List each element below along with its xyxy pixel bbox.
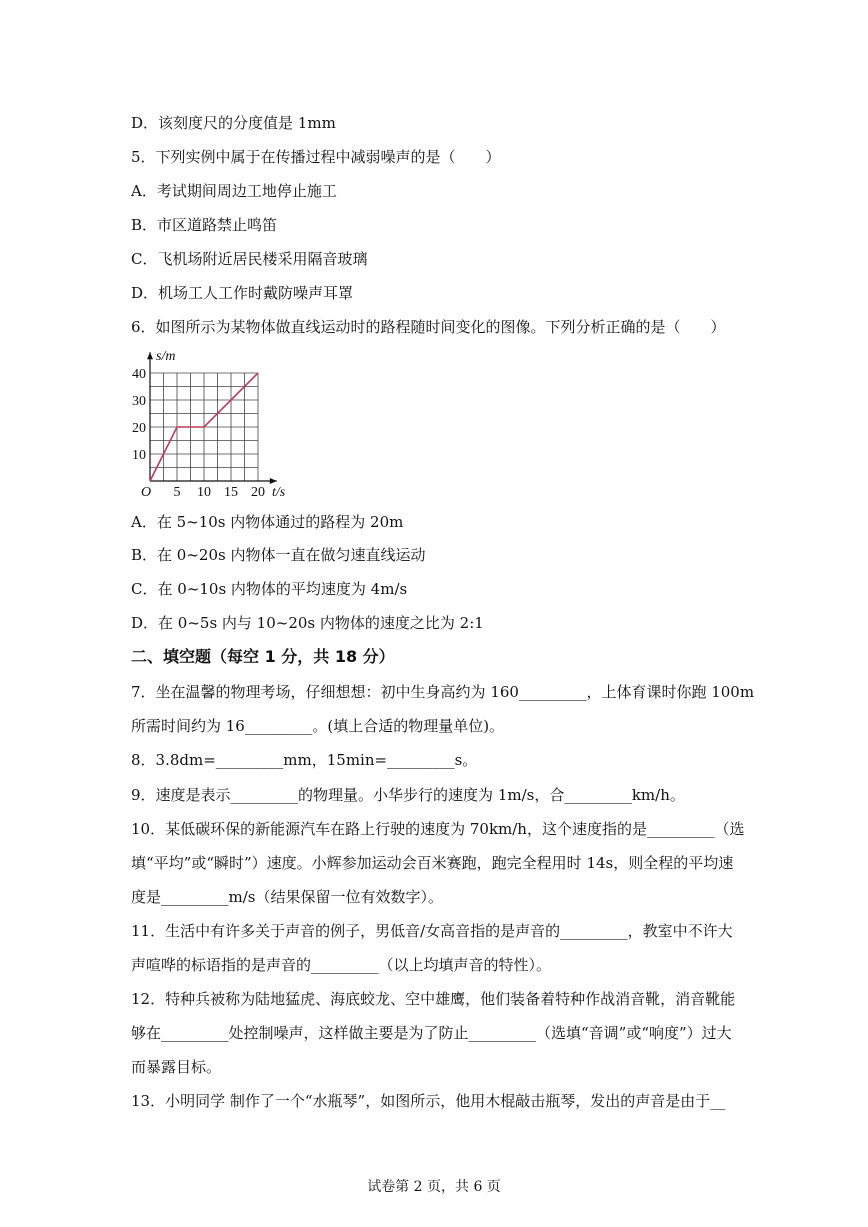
y-tick-label: 10 bbox=[132, 448, 146, 463]
x-axis-arrow bbox=[270, 478, 277, 484]
option-b-q5: B．市区道路禁止鸣笛 bbox=[131, 216, 278, 234]
question-13-line-1: 13．小明同学 制作了一个“水瓶琴”，如图所示，他用木棍敲击瓶琴，发出的声音是由于__ bbox=[131, 1092, 726, 1110]
question-10-line-1: 10．某低碳环保的新能源汽车在路上行驶的速度为 70km/h，这个速度指的是_________（选 bbox=[131, 820, 745, 838]
option-d-q5: D．机场工人工作时戴防噪声耳罩 bbox=[131, 284, 354, 302]
question-9: 9．速度是表示_________的物理量。小华步行的速度为 1m/s，合_________km/h。 bbox=[131, 786, 685, 804]
question-11-line-1: 11．生活中有许多关于声音的例子，男低音/女高音指的是声音的_________，教室中不许大 bbox=[131, 922, 733, 940]
y-tick-label: 40 bbox=[132, 367, 146, 382]
question-10-line-2: 填“平均”或“瞬时”）速度。小辉参加运动会百米赛跑，跑完全程用时 14s，则全程的平均速 bbox=[131, 854, 734, 872]
question-11-line-2: 声喧哗的标语指的是声音的_________（以上均填声音的特性）。 bbox=[131, 956, 552, 974]
option-d-q6: D．在 0~5s 内与 10~20s 内物体的速度之比为 2:1 bbox=[131, 614, 484, 632]
x-tick-label: 10 bbox=[197, 485, 211, 500]
option-b-q6: B．在 0~20s 内物体一直在做匀速直线运动 bbox=[131, 546, 426, 564]
question-12-line-3: 而暴露目标。 bbox=[131, 1058, 222, 1076]
question-12-line-1: 12．特种兵被称为陆地猛虎、海底蛟龙、空中雄鹰，他们装备着特种作战消音靴，消音靴能 bbox=[131, 990, 736, 1008]
y-axis-arrow bbox=[147, 352, 153, 359]
option-a-q6: A．在 5~10s 内物体通过的路程为 20m bbox=[131, 513, 404, 531]
option-d-q4: D．该刻度尺的分度值是 1mm bbox=[131, 114, 336, 132]
x-axis-label: t/s bbox=[272, 485, 286, 500]
question-12-line-2: 够在_________处控制噪声，这样做主要是为了防止_________（选填“音调”或“响度”）过大 bbox=[131, 1024, 732, 1042]
section-heading: 二、填空题（每空 1 分，共 18 分） bbox=[131, 647, 395, 666]
distance-time-graph bbox=[128, 345, 308, 505]
y-tick-label: 30 bbox=[132, 394, 146, 409]
page-footer: 试卷第 2 页，共 6 页 bbox=[367, 1179, 501, 1195]
y-tick-label: 20 bbox=[132, 421, 146, 436]
x-tick-label: 15 bbox=[224, 485, 238, 500]
question-5: 5．下列实例中属于在传播过程中减弱噪声的是（ ） bbox=[131, 148, 501, 166]
origin-label: O bbox=[140, 485, 152, 500]
question-6: 6．如图所示为某物体做直线运动时的路程随时间变化的图像。下列分析正确的是（ ） bbox=[131, 318, 726, 336]
question-10-line-3: 度是_________m/s（结果保留一位有效数字）。 bbox=[131, 888, 443, 906]
option-c-q6: C．在 0~10s 内物体的平均速度为 4m/s bbox=[131, 580, 408, 598]
question-7-line-1: 7．坐在温馨的物理考场，仔细想想：初中生身高约为 160_________，上体育课时你跑 100m bbox=[131, 683, 755, 701]
option-a-q5: A．考试期间周边工地停止施工 bbox=[131, 182, 337, 200]
y-axis-label: s/m bbox=[156, 349, 176, 365]
question-8: 8．3.8dm=_________mm，15min=_________s。 bbox=[131, 751, 478, 769]
x-tick-label: 5 bbox=[173, 485, 181, 500]
question-7-line-2: 所需时间约为 16_________。(填上合适的物理量单位)。 bbox=[131, 717, 505, 735]
option-c-q5: C．飞机场附近居民楼采用隔音玻璃 bbox=[131, 250, 368, 268]
x-tick-label: 20 bbox=[251, 485, 265, 500]
